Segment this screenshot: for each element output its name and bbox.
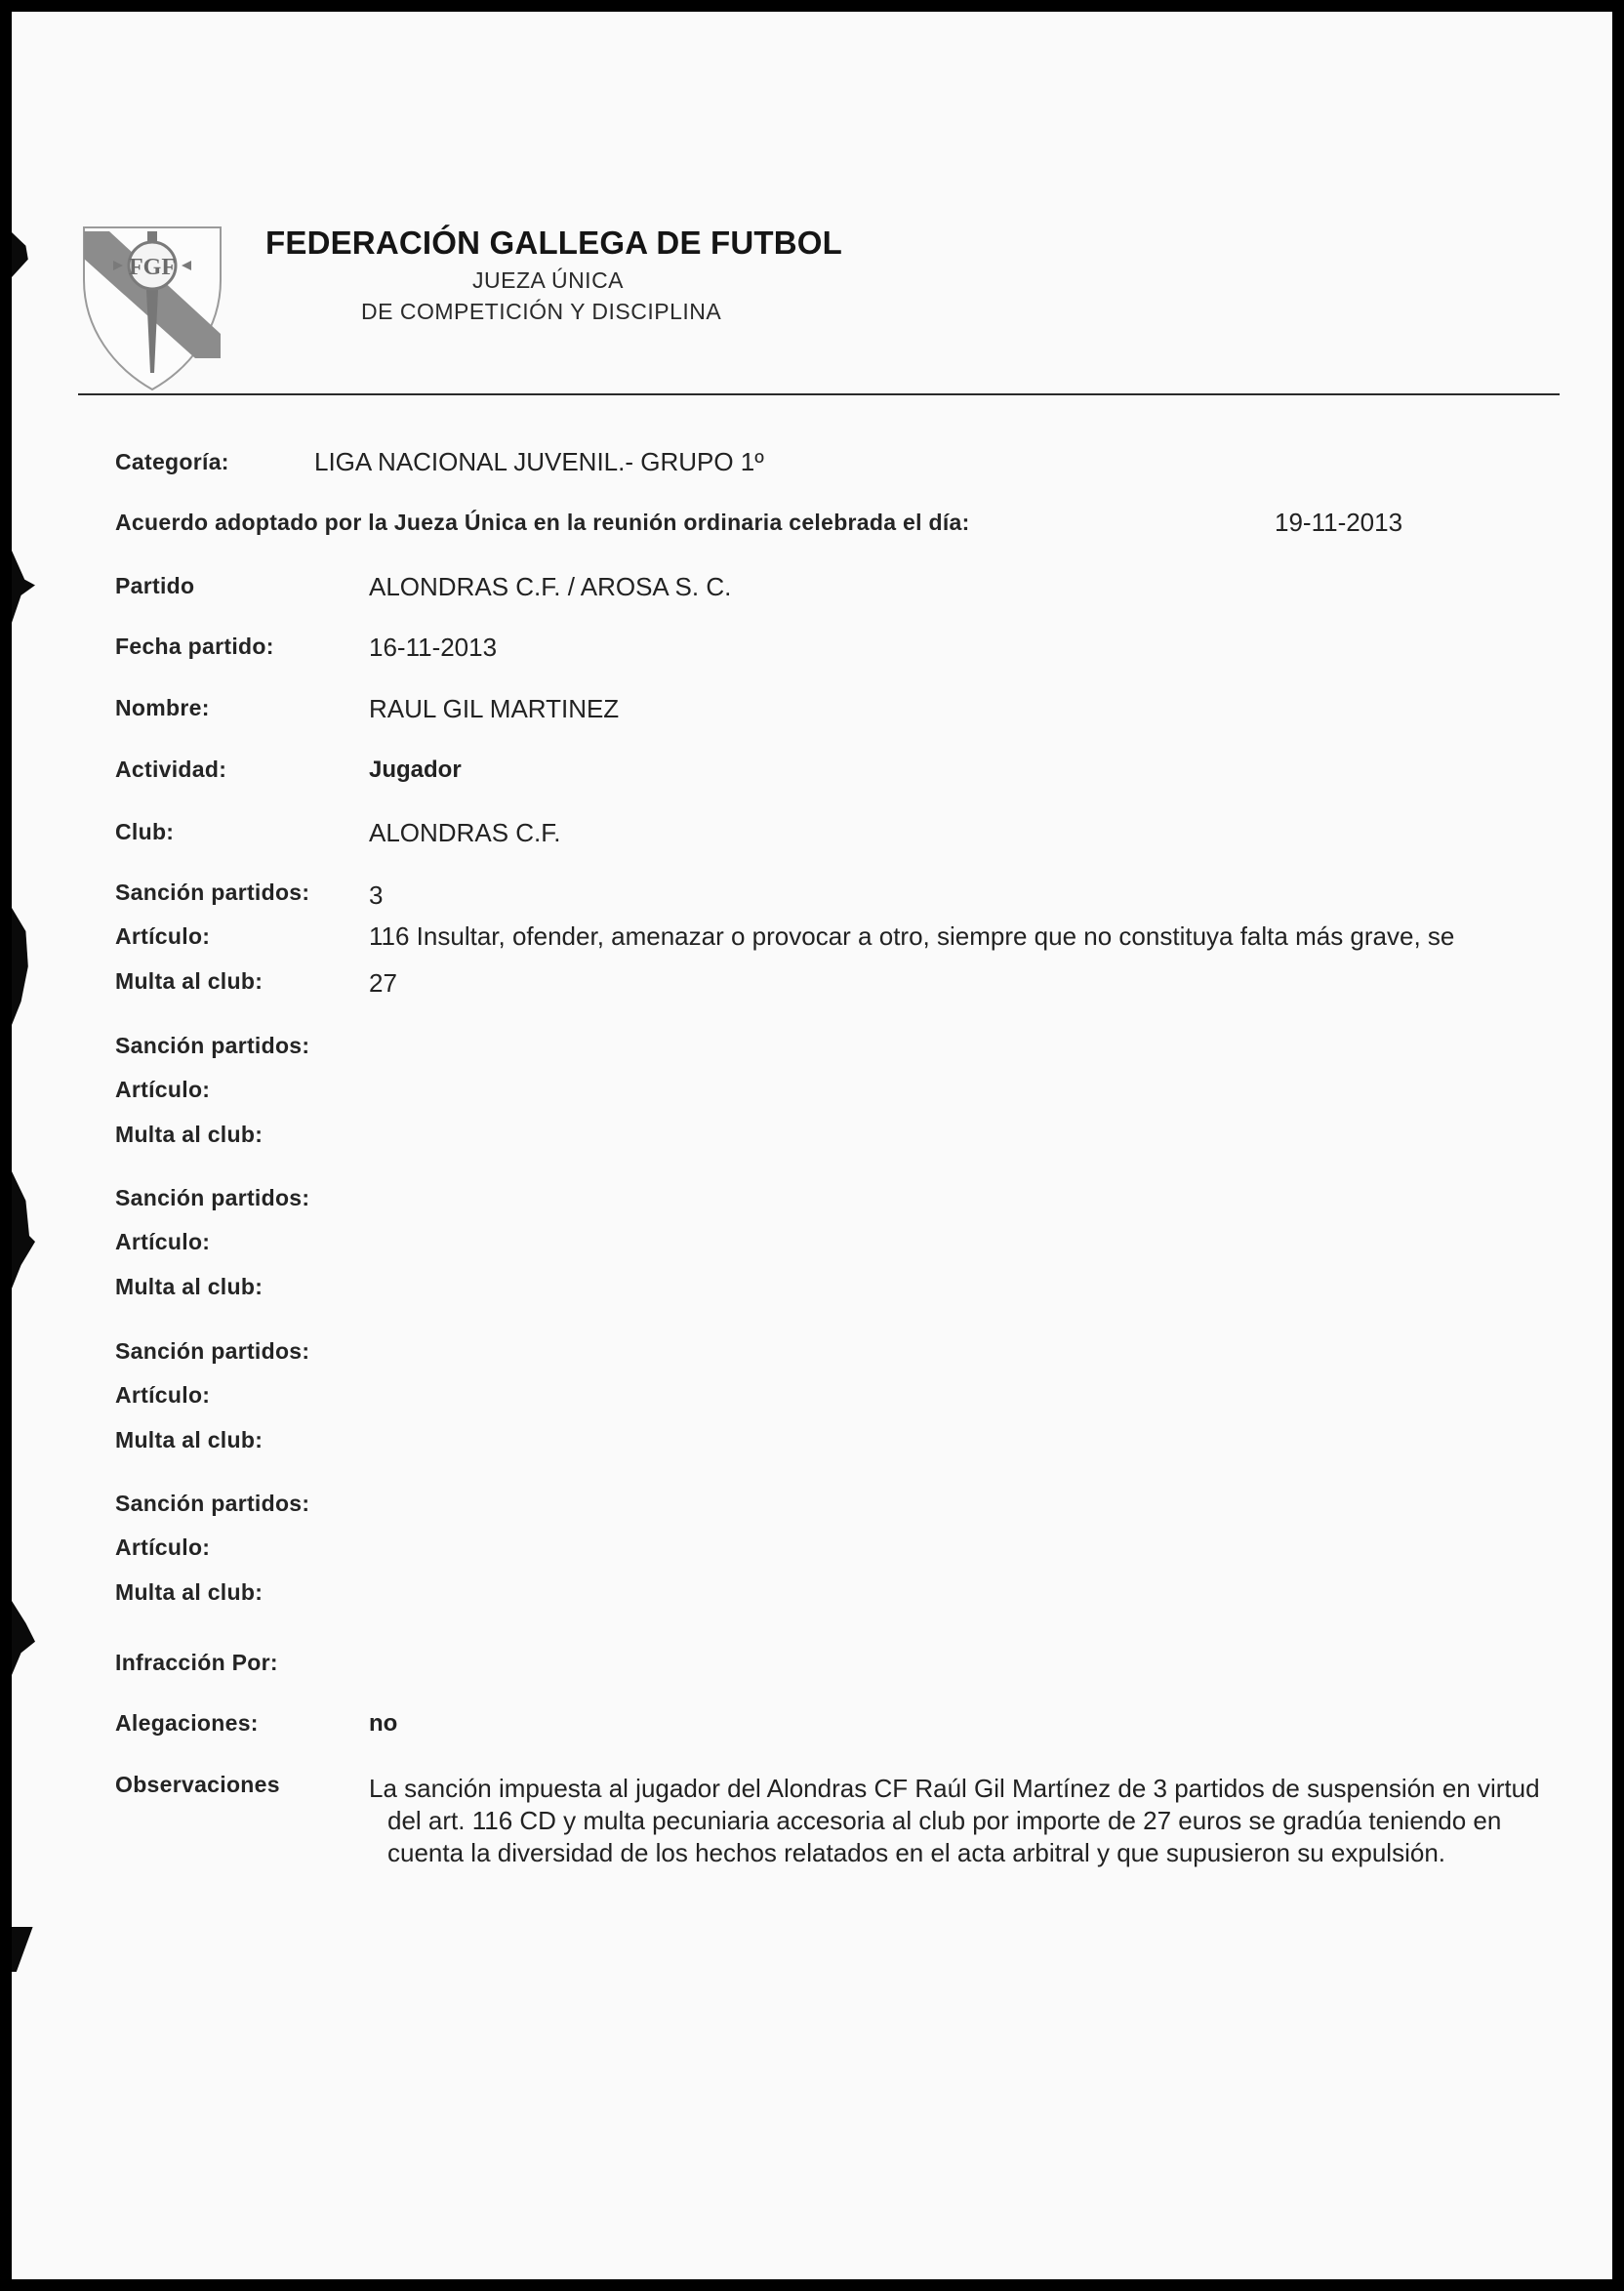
infraccion-label: Infracción Por: [115, 1650, 278, 1675]
multa-club-label: Multa al club: [115, 1579, 264, 1605]
multa-club-value: 27 [369, 968, 397, 998]
observaciones-label: Observaciones [115, 1772, 280, 1797]
scan-edge-mark [12, 232, 35, 277]
alegaciones-label: Alegaciones: [115, 1710, 259, 1736]
multa-club-label: Multa al club: [115, 968, 264, 994]
multa-club-label: Multa al club: [115, 1427, 264, 1452]
actividad-label: Actividad: [115, 757, 227, 782]
nombre-value: RAUL GIL MARTINEZ [369, 694, 620, 723]
club-value: ALONDRAS C.F. [369, 818, 561, 847]
articulo-label: Artículo: [115, 1534, 211, 1560]
sancion-partidos-label: Sanción partidos: [115, 1033, 310, 1058]
articulo-label: Artículo: [115, 1077, 211, 1102]
fecha-partido-value: 16-11-2013 [369, 633, 498, 662]
sancion-partidos-label: Sanción partidos: [115, 1491, 310, 1516]
authority-subtitle-2: DE COMPETICIÓN Y DISCIPLINA [361, 299, 722, 324]
sancion-partidos-value: 3 [369, 880, 384, 910]
header-divider [78, 393, 1560, 395]
partido-value: ALONDRAS C.F. / AROSA S. C. [369, 572, 732, 601]
articulo-label: Artículo: [115, 1382, 211, 1408]
fecha-partido-label: Fecha partido: [115, 634, 274, 659]
articulo-label: Artículo: [115, 1229, 211, 1254]
scan-edge-mark [12, 908, 35, 1025]
svg-text:FGF: FGF [129, 255, 176, 280]
alegaciones-value: no [369, 1710, 398, 1737]
club-label: Club: [115, 819, 175, 844]
multa-club-label: Multa al club: [115, 1274, 264, 1299]
acuerdo-label: Acuerdo adoptado por la Jueza Única en la reunión ordinaria celebrada el día: [115, 510, 970, 535]
sancion-partidos-label: Sanción partidos: [115, 1185, 310, 1210]
multa-club-label: Multa al club: [115, 1122, 264, 1147]
sancion-partidos-label: Sanción partidos: [115, 880, 310, 905]
sancion-partidos-label: Sanción partidos: [115, 1338, 310, 1364]
actividad-value: Jugador [369, 757, 462, 783]
federation-shield-logo [78, 212, 246, 392]
federation-title: FEDERACIÓN GALLEGA DE FUTBOL [265, 225, 843, 261]
categoria-label: Categoría: [115, 449, 229, 474]
partido-label: Partido [115, 573, 195, 598]
scan-edge-mark [12, 551, 35, 623]
nombre-label: Nombre: [115, 695, 210, 720]
categoria-value: LIGA NACIONAL JUVENIL.- GRUPO 1º [314, 447, 764, 476]
document-page [12, 12, 1612, 2279]
articulo-value: 116 Insultar, ofender, amenazar o provocar a otro, siempre que no constituya falta más grave, se [369, 921, 1455, 951]
articulo-label: Artículo: [115, 923, 211, 949]
acuerdo-date: 19-11-2013 [1275, 508, 1403, 537]
observaciones-value: La sanción impuesta al jugador del Alondras CF Raúl Gil Martínez de 3 partidos de suspensión en virtud del art. 116 CD y multa pecuniaria accesoria al club por importe de 27 euros se gradúa teniendo en cuenta la diversidad de los hechos relatados en el acta arbitral y que supusieron su expulsión. [369, 1774, 1540, 1867]
authority-subtitle: JUEZA ÚNICA [472, 267, 625, 293]
scan-edge-mark [12, 1601, 35, 1675]
scan-edge-mark [12, 1927, 35, 1972]
scan-edge-mark [12, 1171, 35, 1289]
